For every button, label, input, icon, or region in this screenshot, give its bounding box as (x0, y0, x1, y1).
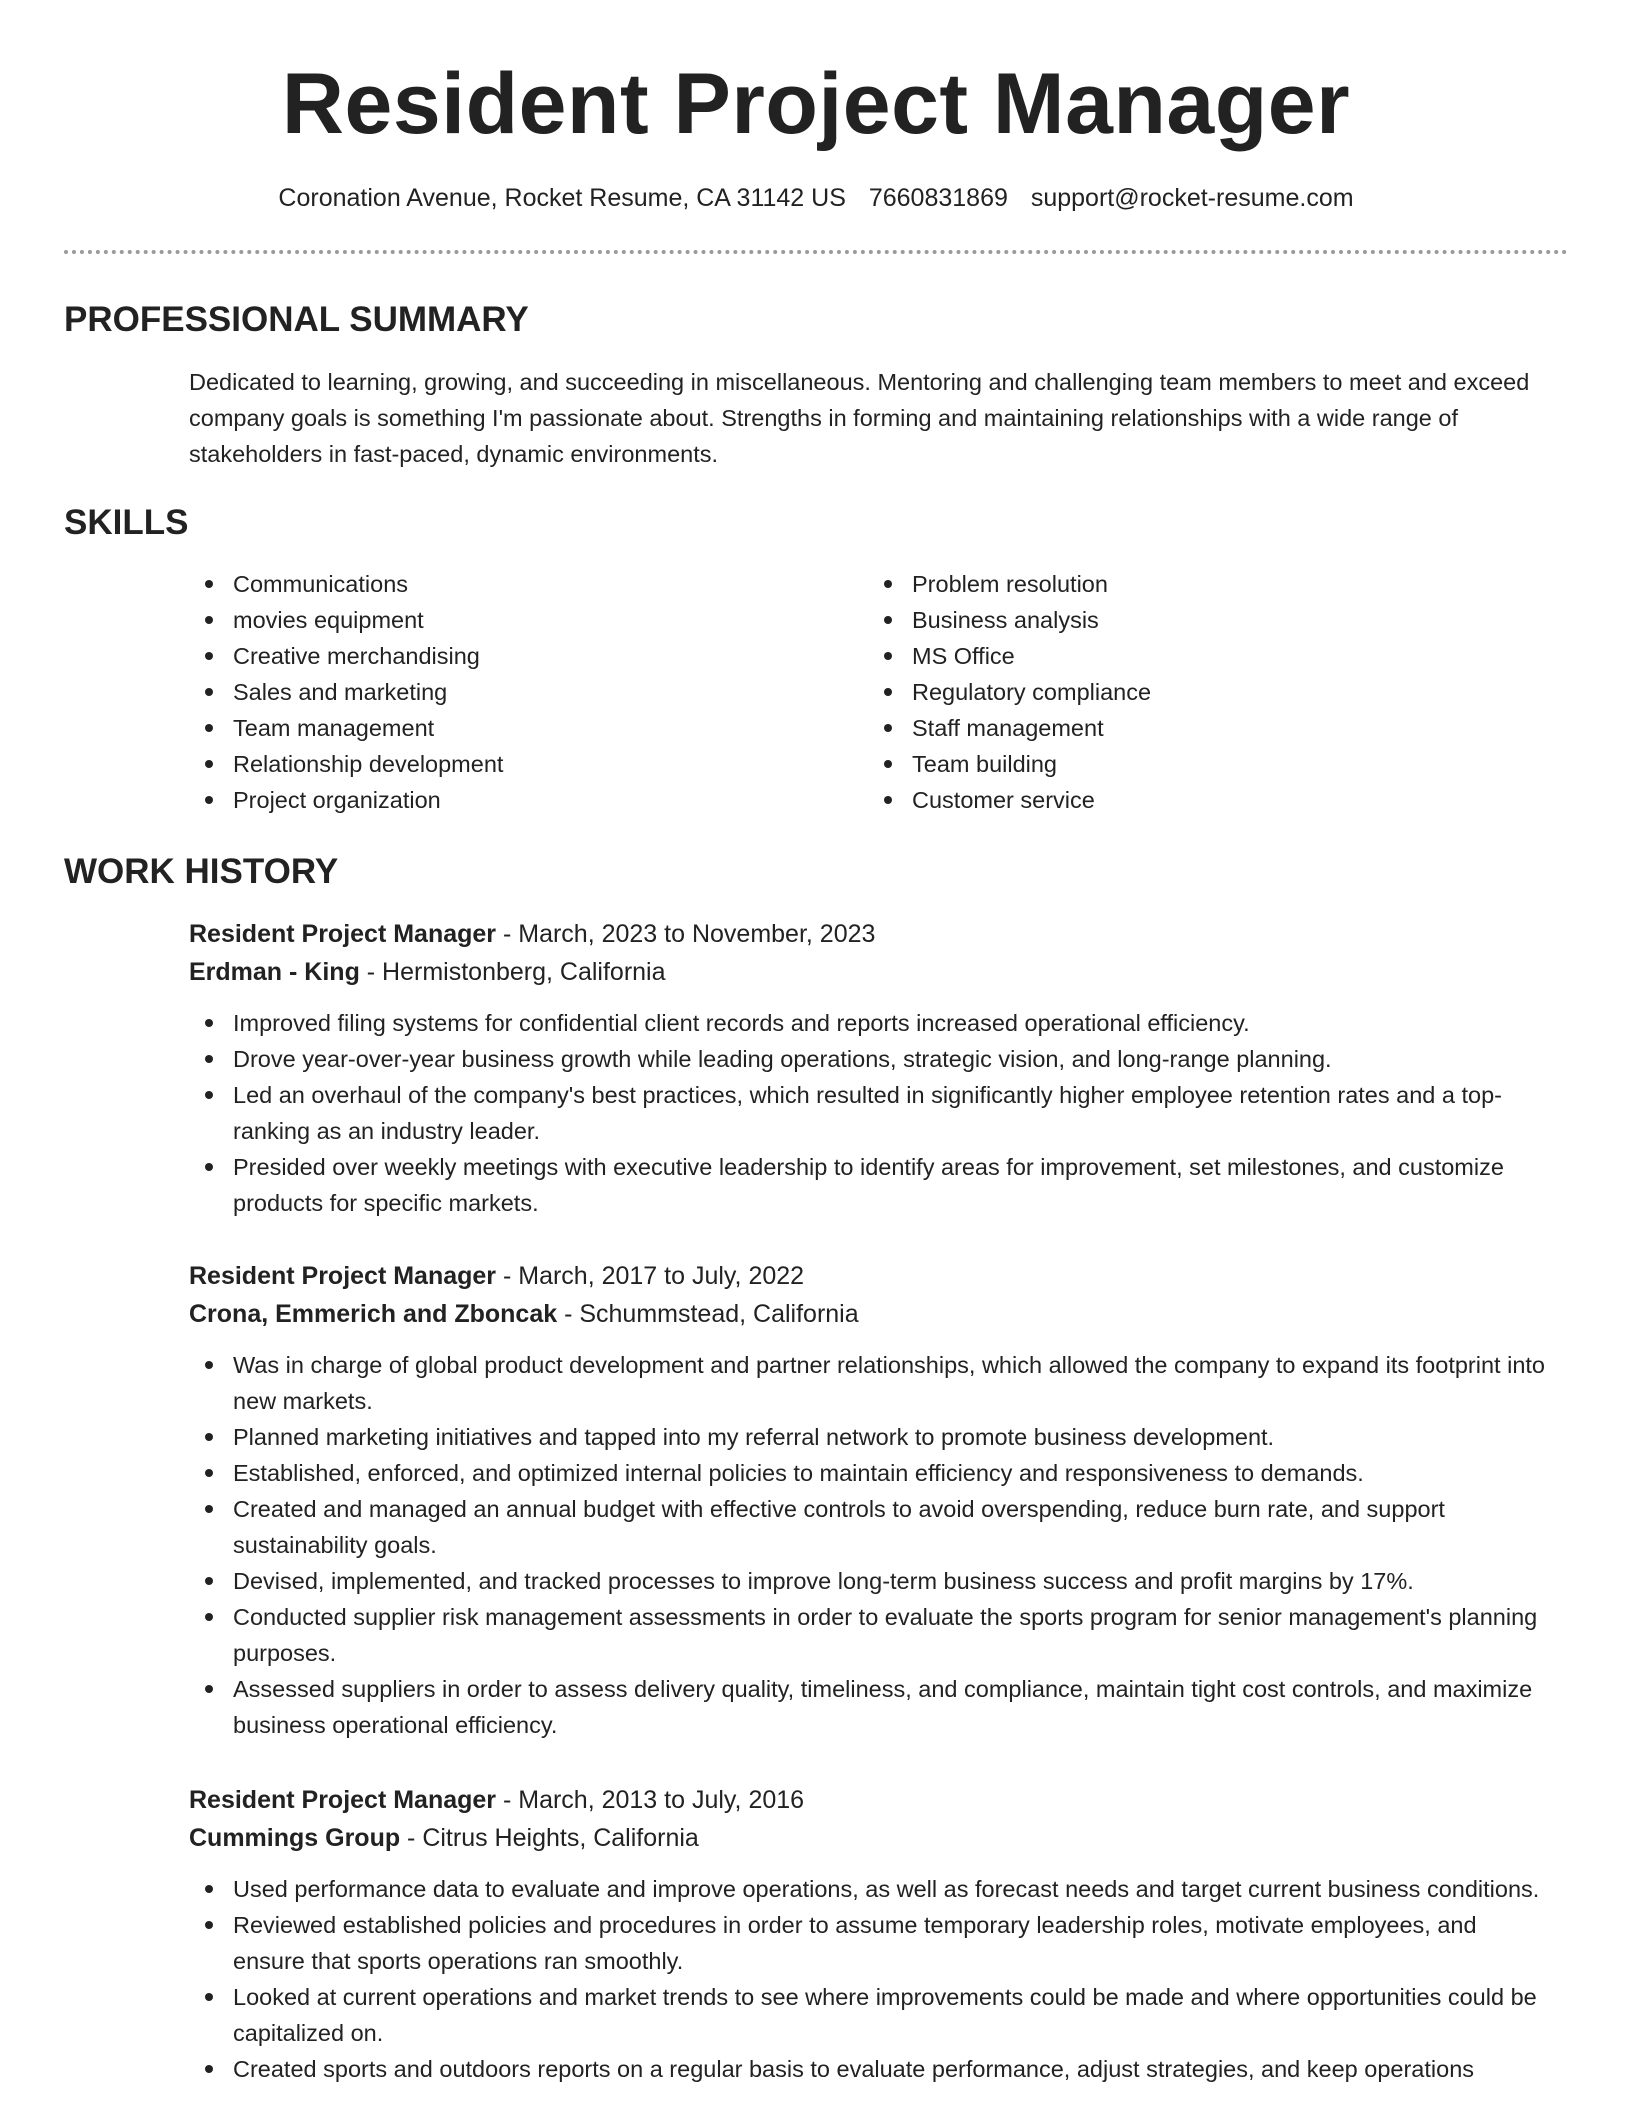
skill-item: Communications (189, 566, 829, 602)
job-bullets (189, 1347, 1549, 1743)
job-bullet: Presided over weekly meetings with executive leadership to identify areas for improvement, set milestones, and customize products for specific markets. (189, 1149, 1549, 1221)
job-company: Cummings Group (189, 1824, 401, 1852)
resume-name-heading: Resident Project Manager (281, 56, 1351, 152)
skill-item: MS Office (868, 638, 1508, 674)
job-bullet: Looked at current operations and market trends to see where improvements could be made and where opportunities could be capitalized on. (189, 1979, 1549, 2051)
job-location: - Schummstead, California (557, 1300, 859, 1328)
job-title-line (189, 915, 1569, 953)
skill-item: Project organization (189, 782, 829, 818)
summary-text: Dedicated to learning, growing, and succeeding in miscellaneous. Mentoring and challenging team members to meet and exceed company goals is something I'm passionate about. Strengths in forming and maintaining relationships with a wide range of stakeholders in fast-paced, dynamic environments. (189, 369, 1530, 467)
job-location: - Citrus Heights, California (400, 1824, 699, 1852)
job-entry (189, 1257, 1569, 1743)
job-dates: - March, 2017 to July, 2022 (496, 1262, 805, 1290)
job-bullet: Improved filing systems for confidential client records and reports increased operational efficiency. (189, 1005, 1549, 1041)
job-bullet: Used performance data to evaluate and improve operations, as well as forecast needs and target current business conditions. (189, 1871, 1549, 1907)
skill-item: Sales and marketing (189, 674, 829, 710)
job-title: Resident Project Manager (189, 1262, 497, 1290)
job-title-line (189, 1257, 1569, 1295)
contact-address: Coronation Avenue, Rocket Resume, CA 31142 US (278, 184, 846, 212)
skills-section-title: SKILLS (64, 503, 189, 542)
job-bullets (189, 1005, 1549, 1221)
job-dates: - March, 2023 to November, 2023 (496, 920, 876, 948)
skill-item: Staff management (868, 710, 1508, 746)
job-title: Resident Project Manager (189, 1786, 497, 1814)
job-bullet: Created and managed an annual budget with effective controls to avoid overspending, reduce burn rate, and support sustainability goals. (189, 1491, 1549, 1563)
skill-item: Team building (868, 746, 1508, 782)
skill-item: Customer service (868, 782, 1508, 818)
contact-phone: 7660831869 (868, 184, 1008, 212)
skill-item: Business analysis (868, 602, 1508, 638)
job-bullet: Established, enforced, and optimized internal policies to maintain efficiency and responsiveness to demands. (189, 1455, 1549, 1491)
job-bullet: Drove year-over-year business growth while leading operations, strategic vision, and long-range planning. (189, 1041, 1549, 1077)
job-bullet: Devised, implemented, and tracked processes to improve long-term business success and profit margins by 17%. (189, 1563, 1549, 1599)
job-bullet: Created sports and outdoors reports on a regular basis to evaluate performance, adjust strategies, and keep operations (189, 2051, 1549, 2087)
job-location: - Hermistonberg, California (359, 958, 666, 986)
skill-item: Relationship development (189, 746, 829, 782)
job-bullet: Assessed suppliers in order to assess delivery quality, timeliness, and compliance, maintain tight cost controls, and maximize business operational efficiency. (189, 1671, 1549, 1743)
job-bullet: Conducted supplier risk management assessments in order to evaluate the sports program for senior management's planning purposes. (189, 1599, 1549, 1671)
skill-item: Creative merchandising (189, 638, 829, 674)
header-divider (64, 250, 1568, 254)
skill-item: Regulatory compliance (868, 674, 1508, 710)
work-history-section-title: WORK HISTORY (64, 852, 339, 891)
job-bullet: Led an overhaul of the company's best practices, which resulted in significantly higher employee retention rates and a top-ranking as an industry leader. (189, 1077, 1549, 1149)
job-title: Resident Project Manager (189, 920, 497, 948)
skill-item: Problem resolution (868, 566, 1508, 602)
job-bullet: Planned marketing initiatives and tapped into my referral network to promote business development. (189, 1419, 1549, 1455)
job-company: Crona, Emmerich and Zboncak (189, 1300, 558, 1328)
skills-list-right (868, 566, 1508, 818)
job-dates: - March, 2013 to July, 2016 (496, 1786, 805, 1814)
contact-line (0, 180, 1632, 216)
job-bullet: Reviewed established policies and procedures in order to assume temporary leadership roles, motivate employees, and ensure that sports operations ran smoothly. (189, 1907, 1549, 1979)
job-company-line (189, 1819, 1569, 1857)
job-entry (189, 1781, 1569, 2087)
summary-section-title: PROFESSIONAL SUMMARY (64, 300, 529, 339)
job-bullets (189, 1871, 1549, 2087)
skill-item: movies equipment (189, 602, 829, 638)
skills-list-left (189, 566, 829, 818)
job-entry (189, 915, 1569, 1221)
job-bullet: Was in charge of global product development and partner relationships, which allowed the company to expand its footprint into new markets. (189, 1347, 1549, 1419)
job-title-line (189, 1781, 1569, 1819)
contact-email: support@rocket-resume.com (1030, 184, 1354, 212)
skill-item: Team management (189, 710, 829, 746)
job-company-line (189, 953, 1569, 991)
job-company-line (189, 1295, 1569, 1333)
job-company: Erdman - King (189, 958, 360, 986)
